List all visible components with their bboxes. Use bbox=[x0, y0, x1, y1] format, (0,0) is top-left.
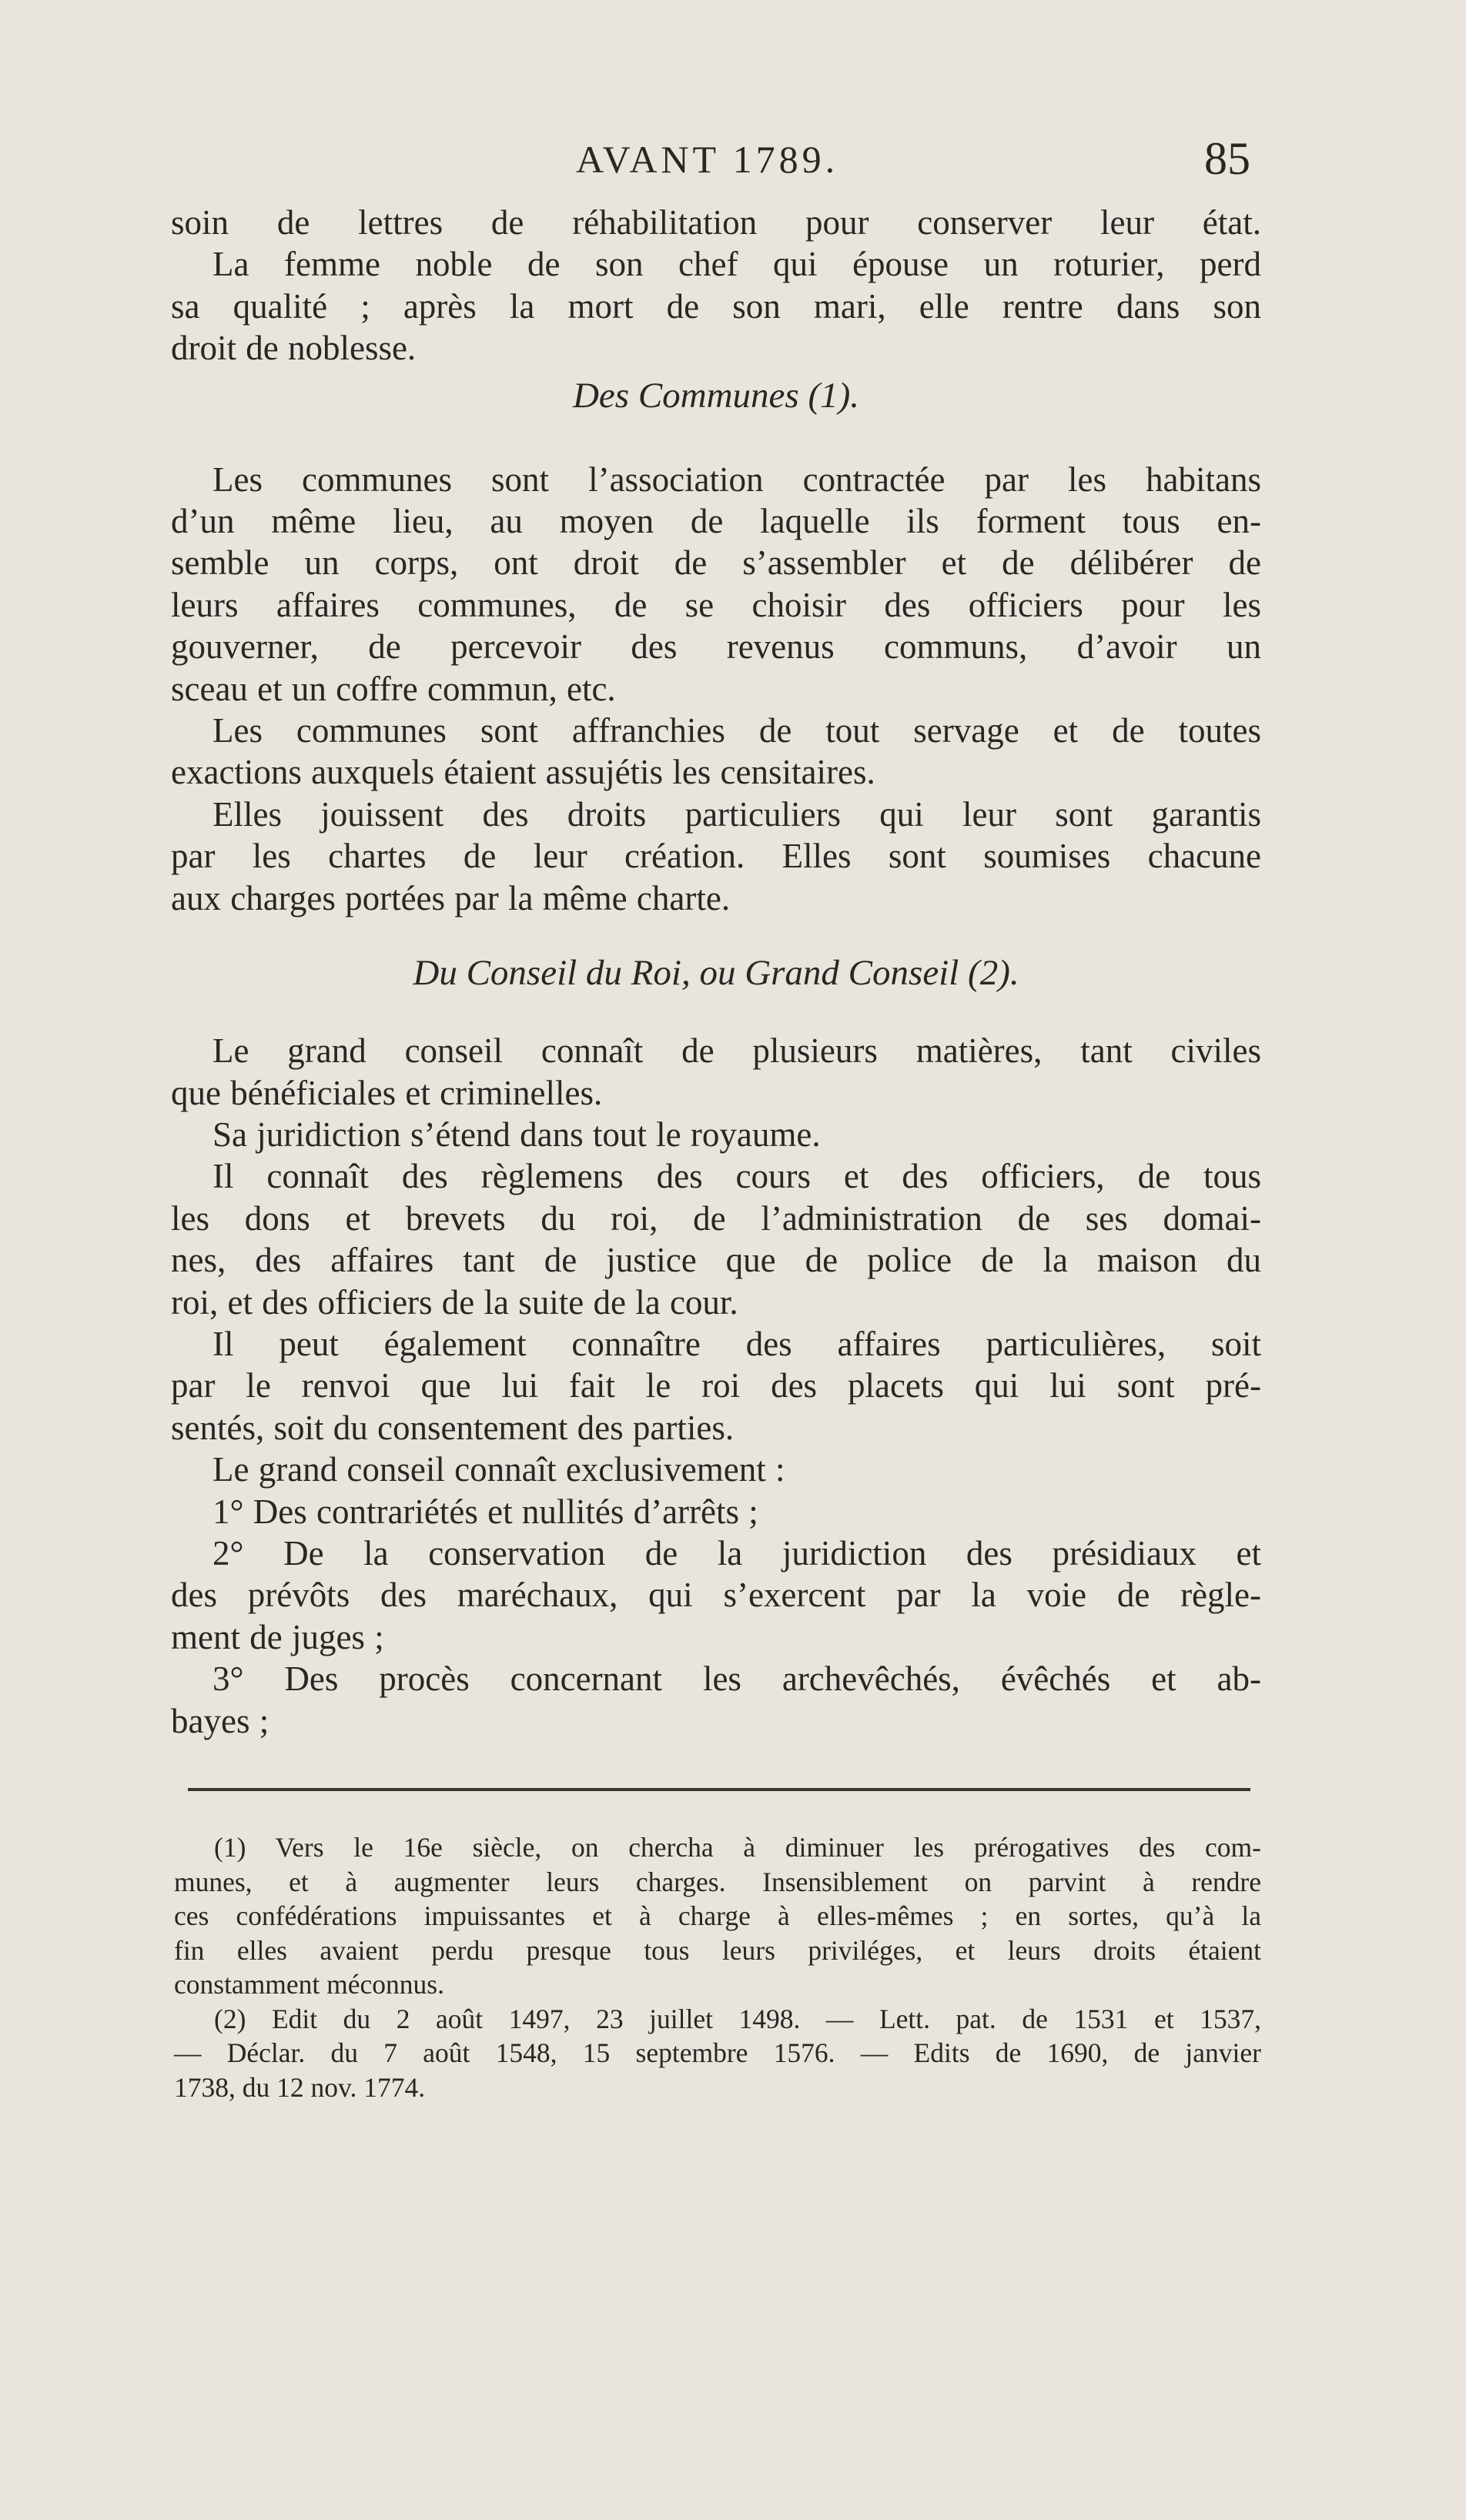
text-line: gouverner, de percevoir des revenus communs, d’avoir un bbox=[171, 627, 1261, 667]
text-line: La femme noble de son chef qui épouse un roturier, perd bbox=[213, 245, 1261, 284]
footnotes bbox=[174, 1830, 1261, 2104]
footnote-line: fin elles avaient perdu presque tous leurs priviléges, et leurs droits étaient bbox=[174, 1934, 1261, 1966]
text-line: leurs affaires communes, de se choisir des officiers pour les bbox=[171, 585, 1261, 624]
text-line: 3° Des procès concernant les archevêchés, évêchés et ab- bbox=[213, 1659, 1261, 1699]
text-line: sentés, soit du consentement des parties. bbox=[171, 1408, 735, 1447]
text-line: soin de lettres de réhabilitation pour conserver leur état. bbox=[171, 203, 1261, 242]
text-line: sceau et un coffre commun, etc. bbox=[171, 669, 616, 708]
footnote-line: 1738, du 12 nov. 1774. bbox=[174, 2071, 426, 2103]
page-header bbox=[169, 129, 1255, 199]
text-line: exactions auxquels étaient assujétis les censitaires. bbox=[171, 753, 875, 792]
text-line: Le grand conseil connaît de plusieurs matières, tant civiles bbox=[213, 1031, 1261, 1071]
text-line: par le renvoi que lui fait le roi des placets qui lui sont pré- bbox=[171, 1366, 1261, 1405]
text-line: semble un corps, ont droit de s’assembler et de délibérer de bbox=[171, 543, 1261, 583]
footnote-line: (2) Edit du 2 août 1497, 23 juillet 1498. — Lett. pat. de 1531 et 1537, bbox=[214, 2003, 1261, 2034]
footnote-rule bbox=[188, 1788, 1250, 1791]
text-line: bayes ; bbox=[171, 1701, 269, 1740]
text-line: d’un même lieu, au moyen de laquelle ils forment tous en- bbox=[171, 502, 1261, 541]
text-line: Le grand conseil connaît exclusivement : bbox=[213, 1450, 785, 1489]
section-heading-grand-conseil: Du Conseil du Roi, ou Grand Conseil (2). bbox=[413, 953, 1019, 994]
text-line: aux charges portées par la même charte. bbox=[171, 878, 731, 917]
text-line: Sa juridiction s’étend dans tout le royaume. bbox=[213, 1115, 821, 1154]
text-line: 1° Des contrariétés et nullités d’arrêts ; bbox=[213, 1492, 758, 1531]
text-line: Elles jouissent des droits particuliers qui leur sont garantis bbox=[213, 794, 1261, 834]
text-line: que bénéficiales et criminelles. bbox=[171, 1073, 603, 1112]
text-line: Il connaît des règlemens des cours et des officiers, de tous bbox=[213, 1157, 1261, 1196]
text-line: roi, et des officiers de la suite de la cour. bbox=[171, 1282, 738, 1322]
main-text bbox=[171, 202, 1261, 1742]
text-line: droit de noblesse. bbox=[171, 329, 417, 368]
text-line: 2° De la conservation de la juridiction des présidiaux et bbox=[213, 1533, 1261, 1572]
section-heading-communes: Des Communes (1). bbox=[572, 375, 860, 416]
text-line: Les communes sont l’association contractée par les habitans bbox=[213, 460, 1261, 499]
footnote-line: (1) Vers le 16e siècle, on chercha à diminuer les prérogatives des com- bbox=[214, 1832, 1261, 1863]
text-line: Les communes sont affranchies de tout servage et de toutes bbox=[213, 711, 1261, 750]
footnote-line: ces confédérations impuissantes et à charge à elles-mêmes ; en sortes, qu’à la bbox=[174, 1900, 1261, 1931]
text-line: par les chartes de leur création. Elles sont soumises chacune bbox=[171, 837, 1261, 876]
text-line: nes, des affaires tant de justice que de police de la maison du bbox=[171, 1241, 1261, 1280]
footnote-line: constamment méconnus. bbox=[174, 1969, 444, 2000]
text-line: sa qualité ; après la mort de son mari, elle rentre dans son bbox=[171, 286, 1261, 326]
footnote-line: — Déclar. du 7 août 1548, 15 septembre 1576. — Edits de 1690, de janvier bbox=[174, 2037, 1261, 2068]
text-line: des prévôts des maréchaux, qui s’exercent par la voie de règle- bbox=[171, 1576, 1261, 1615]
text-line: Il peut également connaître des affaires particulières, soit bbox=[213, 1324, 1261, 1363]
text-line: ment de juges ; bbox=[171, 1617, 384, 1656]
text-line: les dons et brevets du roi, de l’administration de ses domai- bbox=[171, 1198, 1261, 1238]
footnote-line: munes, et à augmenter leurs charges. Insensiblement on parvint à rendre bbox=[174, 1866, 1261, 1897]
running-head: AVANT 1789. bbox=[576, 138, 839, 181]
page-number: 85 bbox=[1204, 133, 1250, 184]
